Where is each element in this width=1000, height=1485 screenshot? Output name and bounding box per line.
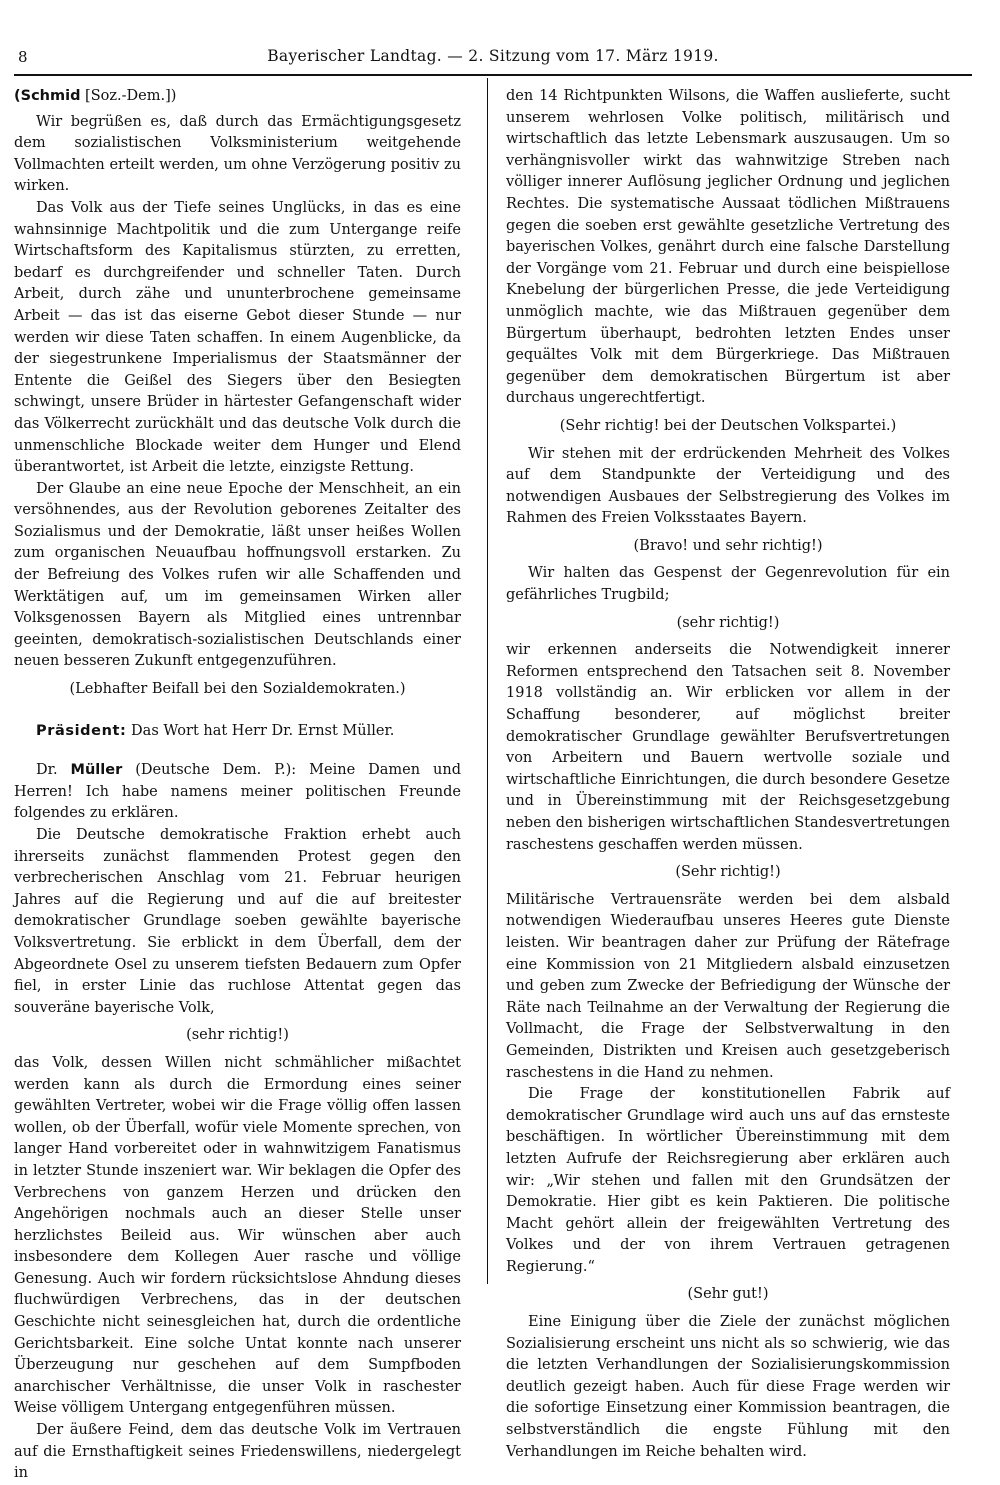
- paragraph: Die Deutsche demokratische Fraktion erhebt auch ihrerseits zunächst flammenden Protest gegen den verbrecherischen Anschlag vom 21. Februar heurigen Jahres auf die Regierung und auf die auf breitester demokratischer Grundlage soeben gewählte bayerische Volksvertretung. Sie erblickt in dem Überfall, dem der Abgeordnete Osel zu unserem tiefsten Bedauern zum Opfer fiel, in erster Linie das ruchlose Attentat gegen das souveräne bayerische Volk,: [14, 827, 461, 1016]
- president-statement: [14, 721, 461, 743]
- reaction: (Sehr gut!): [687, 1286, 769, 1303]
- paragraph: Wir halten das Gespenst der Gegenrevolution für ein gefährliches Trugbild;: [506, 565, 950, 604]
- speaker-title: Dr.: [36, 762, 71, 779]
- left-column: [14, 86, 461, 1485]
- reaction: (sehr richtig!): [676, 614, 780, 631]
- speaker-statement: [14, 760, 461, 825]
- speaker-name: Müller: [70, 762, 123, 779]
- page-header: [14, 44, 972, 76]
- paragraph: Das Volk aus der Tiefe seines Unglücks, in das es eine wahnsinnige Machtpolitik und die zum Untergange reife Wirtschaftsform des Kapitalismus stürzten, zu erretten, bedarf es durchgreifender und schneller Taten. Durch Arbeit, durch zähe und ununterbrochene gemeinsame Arbeit — das ist das eiserne Gebot dieser Stunde — nur werden wir diese Taten schaffen. In einem Augenblicke, da der siegestrunkene Imperialismus der Staatsmänner der Entente die Geißel des Siegers über den Besiegten schwingt, unsere Brüder in härtester Gefangenschaft wider das Völkerrecht zurückhält und das deutsche Volk durch die unmenschliche Blockade weiter dem Hunger und Elend überantwortet, ist Arbeit die letzte, einzigste Rettung.: [14, 199, 461, 476]
- president-text: Das Wort hat Herr Dr. Ernst Müller.: [126, 722, 395, 739]
- reaction: (Lebhafter Beifall bei den Sozialdemokraten.): [69, 681, 406, 698]
- paragraph: den 14 Richtpunkten Wilsons, die Waffen auslieferte, sucht unserem wehrlosen Volke politisch, militärisch und wirtschaftlich das letzte Lebensmark auszusaugen. Um so verhängnisvoller wirkt das wahnwitzige Streben nach völliger innerer Auflösung jeglicher Ordnung und jeglichen Rechtes. Die systematische Aussaat tödlichen Mißtrauens gegen die soeben erst gewählte gesetzliche Vertretung des bayerischen Volkes, genährt durch eine falsche Darstellung der Vorgänge vom 21. Februar und durch eine beispiellose Knebelung der bürgerlichen Presse, die jede Verteidigung unmöglich machte, wie das Mißtrauen gegenüber dem Bürgertum überhaupt, bedrohten letzten Endes unser gequältes Volk mit dem Bürgerkriege. Das Mißtrauen gegenüber dem demokratischen Bürgertum ist aber durchaus ungerechtfertigt.: [506, 88, 950, 407]
- speaker-text: (Deutsche Dem. P.): Meine Damen und Herren! Ich habe namens meiner politischen Freunde folgendes zu erklären.: [14, 762, 461, 822]
- reaction: (sehr richtig!): [186, 1027, 289, 1044]
- speaker-name: (Schmid: [14, 88, 81, 104]
- column-divider: [487, 78, 488, 1284]
- paragraph: Die Frage der konstitutionellen Fabrik auf demokratischer Grundlage wird auch uns auf das ernsteste beschäftigen. In wörtlicher Übereinstimmung mit dem letzten Aufrufe der Reichsregierung aber erklären auch wir: „Wir stehen und fallen mit den Grundsätzen der Demokratie. Hier gibt es kein Paktieren. Die politische Macht gehört allein der freigewählten Vertretung des Volkes und der von ihrem Vertrauen getragenen Regierung.“: [506, 1086, 950, 1275]
- reaction: (Sehr richtig! bei der Deutschen Volkspartei.): [559, 417, 897, 434]
- paragraph: Der Glaube an eine neue Epoche der Menschheit, an ein versöhnendes, aus der Revolution geborenes Zeitalter des Sozialismus und der Demokratie, läßt unser heißes Wollen zum organischen Neuaufbau hoffnungsvoll erstarken. Zu der Befreiung des Volkes rufen wir alle Schaffenden und Werktätigen auf, um im gemeinsamen Wirken aller Volksgenossen Bayern als Mitglied eines untrennbar geeinten, demokratisch-sozialistischen Deutschlands einer neuen besseren Zukunft entgegenzuführen.: [14, 480, 461, 670]
- paragraph: Der äußere Feind, dem das deutsche Volk im Vertrauen auf die Ernsthaftigkeit seines Friedenswillens, niedergelegt in: [14, 1422, 461, 1482]
- right-column: [506, 86, 950, 1463]
- paragraph: Eine Einigung über die Ziele der zunächst möglichen Sozialisierung erscheint uns nicht als so schwierig, wie das die letzten Verhandlungen der Sozialisierungskommission deutlich gezeigt haben. Auch für diese Frage werden wir die sofortige Einsetzung einer Kommission beantragen, die selbstverständlich die engste Fühlung mit den Verhandlungen im Reiche behalten wird.: [506, 1314, 950, 1460]
- reaction: (Bravo! und sehr richtig!): [633, 537, 823, 554]
- running-head: Bayerischer Landtag. — 2. Sitzung vom 17. März 1919.: [267, 47, 719, 65]
- paragraph: Militärische Vertrauensräte werden bei dem alsbald notwendigen Wiederaufbau unseres Heeres gute Dienste leisten. Wir beantragen daher zur Prüfung der Rätefrage eine Kommission von 21 Mitgliedern alsbald einzusetzen und geben zum Zwecke der Befriedigung der Wünsche der Räte nach Teilnahme an der Verwaltung der Regierung die Vollmacht, die Frage der Selbstverwaltung in den Gemeinden, Distrikten und Kreisen auch gesetzgeberisch raschestens in die Hand zu nehmen.: [506, 891, 950, 1081]
- speaker-heading: [14, 86, 461, 108]
- paragraph: Wir stehen mit der erdrückenden Mehrheit des Volkes auf dem Standpunkte der Verteidigung und des notwendigen Ausbaues der Selbstregierung des Volkes im Rahmen des Freien Volksstaates Bayern.: [506, 445, 950, 527]
- reaction: (Sehr richtig!): [675, 864, 781, 881]
- paragraph: wir erkennen anderseits die Notwendigkeit innerer Reformen entsprechend den Tatsachen seit 8. November 1918 vollständig an. Wir erblicken vor allem in der Schaffung besonderer, auf möglichst breiter demokratischer Grundlage gewählter Berufsvertretungen von Arbeitern und Bauern wertvolle soziale und wirtschaftliche Einrichtungen, die durch besondere Gesetze und in Übereinstimmung mit der Reichsgesetzgebung neben den bisherigen wirtschaftlichen Standesvertretungen raschestens geschaffen werden müssen.: [506, 642, 950, 853]
- paragraph: das Volk, dessen Willen nicht schmählicher mißachtet werden kann als durch die Ermordung eines seiner gewählten Vertreter, wobei wir die Frage völlig offen lassen wollen, ob der Überfall, wofür viele Momente sprechen, von langer Hand vorbereitet oder in wahnwitzigem Fanatismus in letzter Stunde inszeniert war. Wir beklagen die Opfer des Verbrechens von ganzem Herzen und drücken den Angehörigen nochmals auch an dieser Stelle unser herzlichstes Beileid aus. Wir wünschen aber auch insbesondere dem Kollegen Auer rasche und völlige Genesung. Auch wir fordern rücksichtslose Ahndung dieses fluchwürdigen Verbrechens, das in der deutschen Geschichte nicht seinesgleichen hat, durch die ordentliche Gerichtsbarkeit. Eine solche Untat konnte nach unserer Überzeugung nur geschehen auf dem Sumpfboden anarchischer Verhältnisse, die unser Volk in raschester Weise völligem Untergang entgegenführen müssen.: [14, 1054, 461, 1417]
- page-number: 8: [18, 48, 28, 66]
- president-label: Präsident:: [36, 722, 127, 739]
- speaker-party: [Soz.-Dem.]): [80, 88, 177, 104]
- paragraph: Wir begrüßen es, daß durch das Ermächtigungsgesetz dem sozialistischen Volksministerium weitgehende Vollmachten erteilt werden, um ohne Verzögerung positiv zu wirken.: [14, 113, 461, 195]
